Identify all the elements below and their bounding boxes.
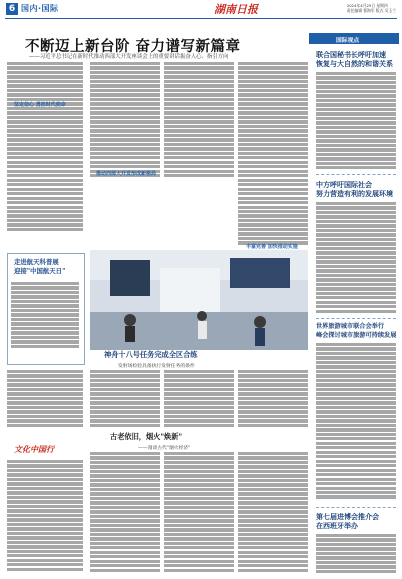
lower-story-text-1 [7, 460, 83, 575]
sidebar-item-1-text [316, 72, 396, 170]
lead-column-1 [7, 62, 83, 234]
lower-story-text-4 [238, 452, 308, 575]
lower-story-subtitle: ——漫谈古代"烟火经济" [138, 446, 191, 451]
middle-story-text-2 [90, 370, 160, 430]
lead-subhead: ——习近平总书记在新时代推动西部大开发座谈会上的重要讲话振奋人心、指引方向 [29, 54, 229, 60]
column-logo: 文化中国行 [14, 444, 54, 454]
middle-story-text-4 [238, 370, 308, 430]
box-story-title: 走进航天科普展 迎接"中国航天日" [14, 258, 66, 275]
sidebar-divider-1 [316, 174, 396, 175]
sidebar-item-4-title: 第七届进博会推介会 在西班牙举办 [316, 512, 379, 530]
exhibition-scene [90, 250, 308, 350]
sidebar-divider-3 [316, 507, 396, 508]
box-story-text [11, 282, 79, 352]
middle-story-subtitle: 发射场检验具备执行发射任务的条件 [118, 364, 195, 369]
page-number: 6 [6, 3, 18, 15]
sidebar-item-2-title: 中方呼吁国际社会 努力营造有利的发展环境 [316, 180, 393, 198]
sidebar-item-3-title: 世界旅游城市联合会举行 峰会探讨城市旅游可持续发展 [316, 323, 397, 339]
lead-column-2 [90, 62, 160, 178]
header-rule [5, 18, 397, 19]
lead-headline: 不断迈上新台阶 奋力谱写新篇章 [25, 38, 241, 55]
masthead-logo: 湖南日报 [214, 3, 258, 16]
lead-column-4 [238, 62, 308, 247]
lead-section-head-3: 丰富完善 加快推动实施 [246, 244, 298, 250]
lead-column-3 [164, 62, 234, 178]
sidebar-item-1-title: 联合国秘书长呼吁加速 恢复与大自然的和谐关系 [316, 50, 393, 68]
lower-story-title: 古老依旧，烟火"焕新" [110, 432, 183, 441]
international-tag: 国际视点 [336, 38, 360, 44]
middle-story-title: 神舟十八号任务完成全区合练 [104, 350, 198, 359]
lead-section-head-2: 推动西部大开发形成新格局 [96, 171, 157, 177]
sidebar-item-2-text [316, 202, 396, 314]
sidebar-divider-2 [316, 318, 396, 319]
sidebar-item-3-text [316, 343, 396, 503]
lower-story-text-2 [90, 452, 160, 575]
middle-story-text-3 [164, 370, 234, 430]
sidebar-item-4-text [316, 534, 396, 576]
page-header [0, 0, 402, 19]
section-name: 国内·国际 [21, 4, 59, 13]
date-line: 2024年4月25日 星期四 责任编辑 曹海军 版式 吴玉兰 [346, 3, 396, 13]
lead-section-head-1: 坚定信心 勇担时代使命 [14, 102, 66, 108]
news-photo [90, 250, 308, 350]
middle-story-text-1 [7, 370, 83, 430]
lower-story-text-3 [164, 452, 234, 575]
